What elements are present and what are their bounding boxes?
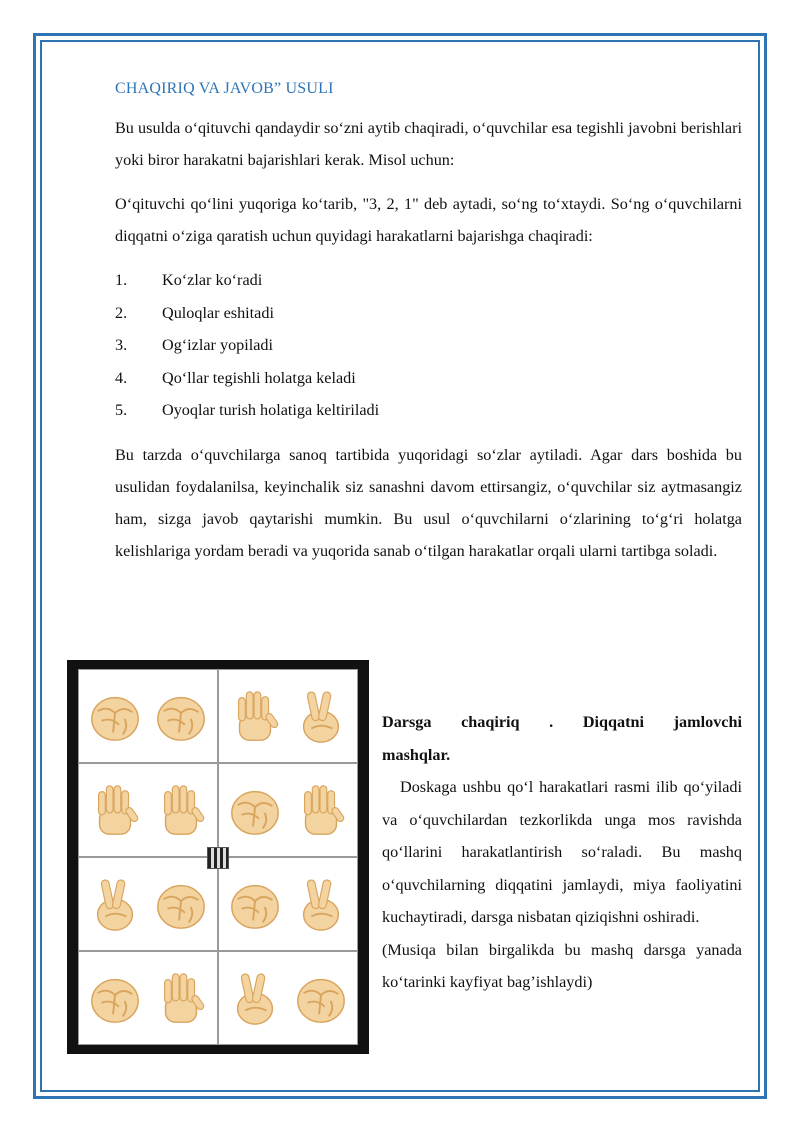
fist-icon <box>152 873 210 935</box>
side-text-block <box>382 706 742 999</box>
hand-grid-cell <box>78 857 218 951</box>
fist-icon <box>292 967 350 1029</box>
open-hand-icon <box>152 967 210 1029</box>
peace-hand-icon <box>292 685 350 747</box>
hand-grid-cell <box>218 763 358 857</box>
qr-code-icon <box>207 847 229 869</box>
hand-grid-cell <box>218 669 358 763</box>
list-item-number: 5. <box>115 401 128 419</box>
list-item-text: Qo‘llar tegishli holatga keladi <box>162 368 356 387</box>
hand-grid-cell <box>78 951 218 1045</box>
hand-grid-cell <box>78 763 218 857</box>
open-hand-icon <box>292 779 350 841</box>
peace-hand-icon <box>226 967 284 1029</box>
list-item <box>115 362 742 395</box>
list-item <box>115 264 742 297</box>
peace-hand-icon <box>292 873 350 935</box>
open-hand-icon <box>226 685 284 747</box>
fist-icon <box>86 967 144 1029</box>
open-hand-icon <box>86 779 144 841</box>
page-content <box>115 72 742 579</box>
side-note: (Musiqa bilan birgalikda bu mashq darsga yanada ko‘tarinki kayfiyat bag’ishlaydi) <box>382 940 742 991</box>
side-title-continued: mashqlar. <box>382 745 451 764</box>
side-title: Darsga chaqiriq . Diqqatni jamlovchi <box>382 713 742 731</box>
list-item-number: 3. <box>115 336 128 354</box>
hand-grid-cell <box>78 669 218 763</box>
list-item-number: 2. <box>115 303 128 322</box>
list-item-text: Oyoqlar turish holatiga keltiriladi <box>162 401 380 419</box>
section-heading: CHAQIRIQ VA JAVOB” USULI <box>115 80 334 97</box>
open-hand-icon <box>152 779 210 841</box>
hand-grid-cell <box>218 951 358 1045</box>
steps-list <box>115 264 742 427</box>
fist-icon <box>152 685 210 747</box>
side-description: Doskaga ushbu qo‘l harakatlari rasmi ilib qo‘yiladi va o‘quvchilardan tezkorlikda unga mos ravishda qo‘llarini harakatlantirish so‘raladi. Bu mashq o‘quvchilarning diqqatini jamlaydi, miya faoliyatini kuchaytiradi, darsga nisbatan qiziqishni oshiradi. <box>382 778 742 926</box>
intro-paragraph: Bu usulda o‘qituvchi qandaydir so‘zni aytib chaqiradi, o‘quvchilar esa tegishli javobni berishlari yoki biror harakatni bajarishlari kerak. Misol uchun: <box>115 119 742 169</box>
fist-icon <box>226 779 284 841</box>
hand-grid-cell <box>218 857 358 951</box>
list-item <box>115 329 742 362</box>
list-item-number: 1. <box>115 271 128 289</box>
list-item <box>115 297 742 330</box>
explanation-paragraph: Bu tarzda o‘quvchilarga sanoq tartibida yuqoridagi so‘zlar aytiladi. Agar dars boshida bu usulidan foydalanilsa, keyinchalik siz sanashni davom ettirsangiz, o‘quvchilar siz aytmasangiz ham, sizga javob qaytarishi mumkin. Bu usul o‘quvchilarni o‘zlarining to‘g‘ri holatga kelishlariga yordam beradi va yuqorida sanab o‘tilgan harakatlar orqali ularni tartibga soladi. <box>115 445 742 560</box>
instruction-paragraph: O‘qituvchi qo‘lini yuqoriga ko‘tarib, "3, 2, 1" deb aytadi, so‘ng to‘xtaydi. So‘ng o‘quvchilarni diqqatni o‘ziga qaratish uchun quyidagi harakatlarni bajarishga chaqiradi: <box>115 195 742 245</box>
fist-icon <box>226 873 284 935</box>
hand-gestures-picture <box>67 660 369 1054</box>
peace-hand-icon <box>86 873 144 935</box>
fist-icon <box>86 685 144 747</box>
list-item-number: 4. <box>115 368 128 387</box>
list-item <box>115 394 742 427</box>
list-item-text: Og‘izlar yopiladi <box>162 336 274 354</box>
list-item-text: Ko‘zlar ko‘radi <box>162 271 263 289</box>
list-item-text: Quloqlar eshitadi <box>162 303 274 322</box>
